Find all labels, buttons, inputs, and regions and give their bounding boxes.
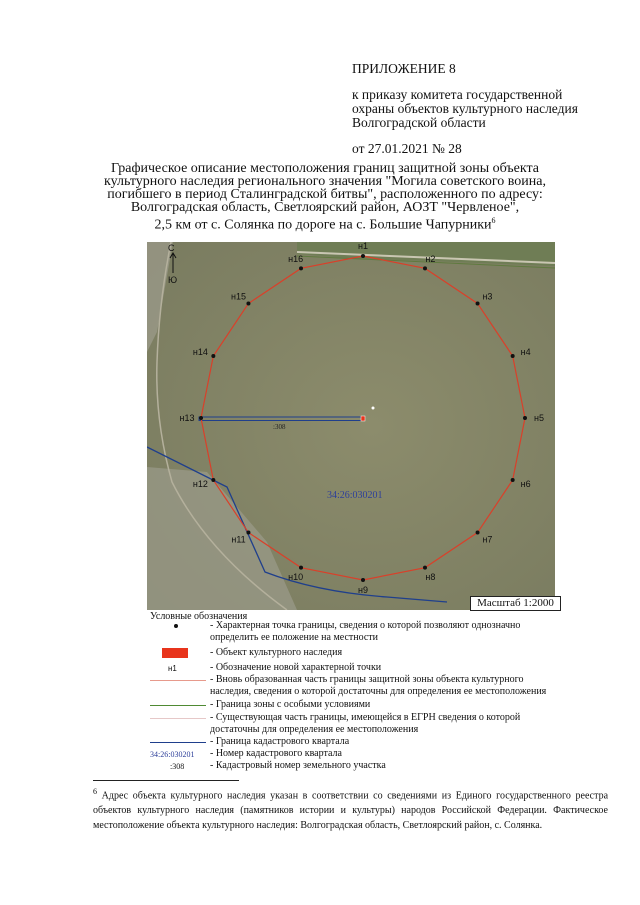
boundary-point	[423, 566, 427, 570]
boundary-point	[361, 254, 365, 258]
compass-south: Ю	[168, 275, 178, 285]
point-label: н1	[358, 242, 368, 251]
boundary-point	[511, 478, 515, 482]
map-canvas	[147, 242, 555, 610]
legend-quarter-number-symbol: 34:26:030201	[150, 750, 195, 759]
order-date-number: от 27.01.2021 № 28	[352, 141, 462, 156]
appendix-title: ПРИЛОЖЕНИЕ 8	[352, 61, 456, 76]
legend-newpoint-symbol: н1	[168, 664, 177, 673]
footnote-mark: 6	[93, 787, 97, 796]
point-label: н15	[231, 291, 247, 302]
heritage-object	[361, 416, 365, 421]
point-label: н5	[534, 413, 544, 423]
legend-point-symbol	[174, 624, 178, 628]
boundary-point	[199, 416, 203, 420]
satellite-map[interactable]	[147, 242, 555, 610]
footnote	[93, 784, 608, 833]
footnote-divider	[93, 780, 239, 781]
boundary-point	[476, 531, 480, 535]
boundary-point	[361, 578, 365, 582]
white-mark	[372, 407, 375, 410]
point-label: н3	[482, 291, 493, 302]
legend-newboundary-text1: - Вновь образованная часть границы защитной зоны объекта культурного	[210, 674, 524, 685]
legend-title: Условные обозначения	[150, 611, 248, 622]
point-label: н6	[520, 478, 531, 489]
legend-newboundary-line	[150, 680, 206, 681]
order-line-2: охраны объектов культурного наследия	[352, 101, 578, 116]
title-line-5-text: 2,5 км от с. Солянка по дороге на с. Большие Чапурники	[154, 217, 492, 233]
footnote-ref: 6	[491, 216, 496, 225]
boundary-point	[423, 266, 427, 270]
point-label: н10	[288, 571, 304, 582]
title-line-3: погибшего в период Сталинградской битвы", расположенного по адресу:	[107, 187, 543, 202]
title-line-4: Волгоградская область, Светлоярский район, АОЗТ "Червленое",	[130, 200, 520, 215]
legend-quarter-number-text: - Номер кадастрового квартала	[210, 748, 342, 759]
point-label: н7	[482, 534, 493, 545]
parcel-label: :308	[273, 423, 286, 431]
point-label: н4	[520, 347, 531, 358]
legend-newboundary-text2: наследия, сведения о которой достаточны для определения ее местоположения	[210, 686, 547, 697]
boundary-point	[246, 531, 250, 535]
boundary-point	[476, 301, 480, 305]
boundary-point	[523, 416, 527, 420]
legend-point-text2: определить ее положение на местности	[210, 632, 379, 643]
document-title	[90, 162, 560, 232]
compass-north: С	[168, 243, 175, 253]
point-label: н14	[192, 347, 208, 358]
title-line-2: культурного наследия регионального значения "Могила советского воина,	[104, 174, 546, 189]
quarter-label: 34:26:030201	[327, 490, 383, 501]
legend-point-text1: - Характерная точка границы, сведения о которой позволяют однозначно	[210, 620, 521, 631]
legend-newpoint-text: - Обозначение новой характерной точки	[210, 662, 382, 673]
order-line-3: Волгоградской области	[352, 115, 486, 130]
legend-existing-line	[150, 718, 206, 719]
legend-object-text: - Объект культурного наследия	[210, 647, 343, 658]
legend-parcel-symbol: :308	[170, 762, 185, 771]
boundary-point	[246, 301, 250, 305]
legend-zone-text: - Граница зоны с особыми условиями	[210, 699, 371, 710]
legend-zone-line	[150, 705, 206, 706]
point-label: н13	[179, 413, 195, 423]
point-label: н9	[358, 585, 368, 595]
title-line-1: Графическое описание местоположения границ защитной зоны объекта	[111, 161, 539, 176]
boundary-point	[511, 354, 515, 358]
order-line-1: к приказу комитета государственной	[352, 87, 563, 102]
legend-existing-text1: - Существующая часть границы, имеющейся в ЕГРН сведения о которой	[210, 712, 521, 723]
boundary-point	[299, 266, 303, 270]
legend-quarter-text: - Граница кадастрового квартала	[210, 736, 350, 747]
legend-quarter-line	[150, 742, 206, 743]
boundary-point	[211, 354, 215, 358]
legend-existing-text2: достаточны для определения ее местоположения	[210, 724, 419, 735]
point-label: н11	[231, 534, 246, 545]
footnote-text: Адрес объекта культурного наследия указан в соответствии со сведениями из Единого государственного реестра объектов культурного наследия (памятников истории и культуры) народов Российской Федерации. Фактическое местоположение объекта культурного наследия: Волгоградская область, Светлоярский район, с. Солянка.	[93, 790, 609, 832]
boundary-point	[299, 566, 303, 570]
boundary-point	[211, 478, 215, 482]
point-label: н2	[425, 254, 436, 265]
legend-parcel-text: - Кадастровый номер земельного участка	[210, 760, 386, 771]
point-label: н12	[192, 478, 208, 489]
point-label: н16	[288, 254, 304, 265]
legend-object-symbol	[162, 648, 188, 658]
point-label: н8	[425, 571, 436, 582]
title-line-5	[90, 214, 560, 232]
map-scale: Масштаб 1:2000	[470, 596, 561, 611]
